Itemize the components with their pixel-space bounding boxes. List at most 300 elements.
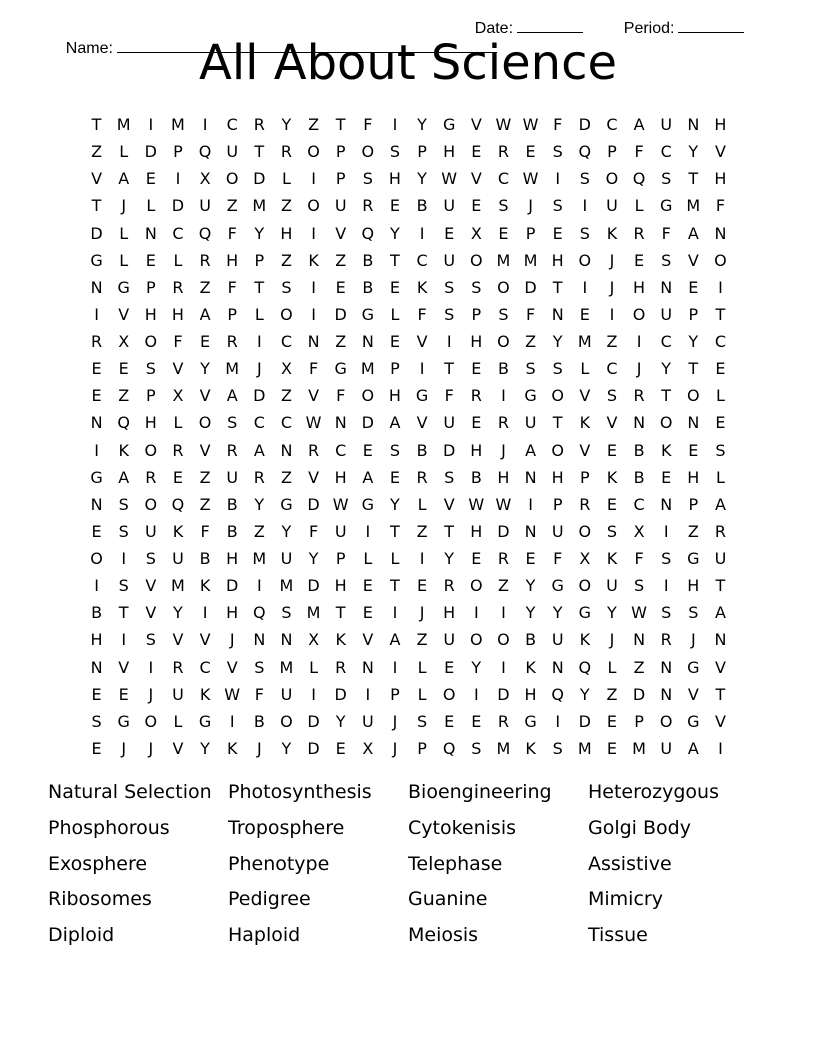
grid-cell[interactable]: E: [362, 603, 373, 623]
grid-cell[interactable]: E: [91, 684, 102, 704]
grid-cell[interactable]: O: [307, 142, 320, 162]
grid-cell[interactable]: H: [470, 521, 483, 541]
grid-cell[interactable]: P: [335, 549, 346, 568]
grid-cell[interactable]: Z: [253, 521, 265, 541]
grid-cell[interactable]: S: [552, 142, 563, 162]
grid-cell[interactable]: B: [362, 250, 374, 270]
grid-cell[interactable]: K: [660, 440, 672, 460]
grid-cell[interactable]: V: [172, 738, 184, 758]
grid-cell[interactable]: E: [444, 711, 455, 731]
grid-cell[interactable]: N: [90, 277, 103, 297]
grid-cell[interactable]: T: [444, 521, 455, 541]
grid-cell[interactable]: I: [311, 304, 316, 324]
grid-cell[interactable]: H: [687, 576, 700, 596]
grid-cell[interactable]: H: [226, 250, 239, 270]
grid-cell[interactable]: S: [118, 576, 129, 596]
grid-cell[interactable]: J: [609, 277, 615, 297]
grid-cell[interactable]: U: [172, 549, 184, 568]
grid-cell[interactable]: E: [634, 250, 645, 270]
grid-cell[interactable]: Y: [254, 223, 265, 243]
grid-cell[interactable]: O: [144, 711, 158, 731]
grid-cell[interactable]: Z: [199, 277, 211, 297]
grid-cell[interactable]: N: [714, 223, 727, 243]
grid-cell[interactable]: D: [226, 576, 239, 596]
grid-cell[interactable]: L: [390, 304, 400, 324]
grid-cell[interactable]: C: [660, 142, 672, 162]
grid-cell[interactable]: E: [91, 738, 102, 758]
grid-cell[interactable]: K: [606, 223, 618, 243]
grid-cell[interactable]: J: [528, 196, 533, 216]
grid-cell[interactable]: P: [688, 304, 699, 324]
grid-cell[interactable]: S: [362, 169, 373, 189]
grid-cell[interactable]: H: [334, 467, 347, 487]
grid-cell[interactable]: Y: [308, 549, 319, 568]
grid-cell[interactable]: E: [525, 549, 536, 568]
grid-cell[interactable]: P: [634, 711, 644, 731]
grid-cell[interactable]: R: [172, 440, 184, 460]
grid-cell[interactable]: S: [498, 196, 509, 216]
grid-cell[interactable]: S: [661, 250, 672, 270]
grid-cell[interactable]: J: [256, 738, 262, 758]
grid-cell[interactable]: O: [442, 684, 456, 704]
grid-cell[interactable]: H: [470, 332, 483, 351]
grid-cell[interactable]: M: [360, 359, 375, 379]
grid-cell[interactable]: D: [524, 277, 537, 297]
grid-cell[interactable]: T: [552, 277, 563, 297]
grid-cell[interactable]: G: [280, 494, 293, 514]
grid-cell[interactable]: Z: [497, 576, 509, 596]
grid-cell[interactable]: U: [660, 304, 673, 324]
grid-cell[interactable]: E: [145, 250, 156, 270]
word-search-grid[interactable]: [83, 111, 734, 762]
grid-cell[interactable]: P: [417, 142, 427, 162]
grid-cell[interactable]: T: [254, 142, 265, 162]
grid-cell[interactable]: R: [91, 332, 103, 351]
grid-cell[interactable]: N: [90, 494, 103, 514]
grid-cell[interactable]: B: [416, 196, 428, 216]
grid-cell[interactable]: W: [522, 169, 539, 189]
grid-cell[interactable]: W: [441, 169, 458, 189]
grid-cell[interactable]: A: [362, 467, 374, 487]
grid-cell[interactable]: U: [172, 684, 184, 704]
grid-cell[interactable]: O: [714, 250, 727, 270]
grid-cell[interactable]: O: [497, 277, 510, 297]
grid-cell[interactable]: K: [308, 250, 319, 270]
grid-cell[interactable]: D: [171, 196, 185, 216]
grid-cell[interactable]: B: [470, 467, 482, 487]
grid-cell[interactable]: G: [198, 711, 212, 731]
grid-cell[interactable]: I: [202, 603, 208, 623]
grid-cell[interactable]: Z: [308, 115, 320, 134]
grid-cell[interactable]: Q: [632, 169, 646, 189]
grid-cell[interactable]: H: [551, 467, 564, 487]
grid-cell[interactable]: S: [227, 413, 238, 433]
grid-cell[interactable]: B: [525, 630, 537, 650]
grid-cell[interactable]: G: [415, 386, 429, 406]
grid-cell[interactable]: H: [687, 467, 700, 487]
grid-cell[interactable]: W: [495, 494, 512, 514]
grid-cell[interactable]: Z: [633, 657, 645, 677]
grid-cell[interactable]: T: [91, 196, 102, 216]
grid-cell[interactable]: C: [633, 494, 645, 514]
grid-cell[interactable]: V: [579, 440, 591, 460]
grid-cell[interactable]: P: [227, 304, 238, 324]
grid-cell[interactable]: L: [119, 250, 129, 270]
grid-cell[interactable]: V: [172, 630, 184, 650]
grid-cell[interactable]: G: [117, 277, 130, 297]
grid-cell[interactable]: Y: [281, 738, 292, 758]
grid-cell[interactable]: T: [118, 603, 129, 623]
grid-cell[interactable]: P: [254, 250, 265, 270]
grid-cell[interactable]: K: [606, 549, 618, 568]
grid-cell[interactable]: V: [199, 630, 211, 650]
grid-cell[interactable]: U: [334, 196, 347, 216]
grid-cell[interactable]: S: [471, 277, 482, 297]
grid-cell[interactable]: Z: [280, 250, 292, 270]
grid-cell[interactable]: I: [121, 549, 127, 568]
grid-cell[interactable]: R: [497, 711, 509, 731]
grid-cell[interactable]: U: [660, 115, 673, 134]
grid-cell[interactable]: G: [687, 711, 700, 731]
grid-cell[interactable]: O: [90, 549, 103, 568]
grid-cell[interactable]: Z: [118, 386, 130, 406]
grid-cell[interactable]: F: [634, 549, 644, 568]
grid-cell[interactable]: R: [172, 657, 184, 677]
grid-cell[interactable]: Z: [525, 332, 537, 351]
grid-cell[interactable]: F: [227, 223, 237, 243]
grid-cell[interactable]: D: [497, 521, 510, 541]
grid-cell[interactable]: Q: [171, 494, 185, 514]
grid-cell[interactable]: J: [256, 359, 262, 379]
grid-cell[interactable]: Q: [198, 223, 212, 243]
grid-cell[interactable]: L: [119, 223, 129, 243]
grid-cell[interactable]: E: [91, 521, 102, 541]
grid-cell[interactable]: V: [579, 386, 591, 406]
grid-cell[interactable]: O: [144, 440, 158, 460]
grid-cell[interactable]: I: [446, 332, 452, 351]
grid-cell[interactable]: C: [660, 332, 672, 351]
grid-cell[interactable]: O: [659, 711, 673, 731]
grid-cell[interactable]: I: [365, 521, 371, 541]
grid-cell[interactable]: Y: [525, 576, 536, 596]
grid-cell[interactable]: O: [659, 413, 673, 433]
grid-cell[interactable]: N: [551, 304, 564, 324]
grid-cell[interactable]: S: [281, 277, 292, 297]
grid-cell[interactable]: F: [173, 332, 183, 351]
grid-cell[interactable]: S: [579, 169, 590, 189]
grid-cell[interactable]: M: [171, 576, 185, 596]
grid-cell[interactable]: E: [335, 738, 346, 758]
grid-cell[interactable]: R: [253, 115, 265, 134]
grid-cell[interactable]: Z: [606, 332, 618, 351]
grid-cell[interactable]: K: [199, 684, 211, 704]
grid-cell[interactable]: M: [496, 250, 511, 270]
grid-cell[interactable]: J: [501, 440, 506, 460]
grid-cell[interactable]: N: [633, 630, 646, 650]
grid-cell[interactable]: D: [90, 223, 103, 243]
grid-cell[interactable]: J: [690, 630, 696, 650]
grid-cell[interactable]: Z: [280, 386, 292, 406]
grid-cell[interactable]: V: [172, 359, 184, 379]
grid-cell[interactable]: M: [577, 332, 592, 351]
grid-cell[interactable]: R: [497, 549, 509, 568]
grid-cell[interactable]: F: [715, 196, 726, 216]
grid-cell[interactable]: R: [416, 467, 428, 487]
grid-cell[interactable]: L: [417, 494, 427, 514]
grid-cell[interactable]: E: [200, 332, 211, 351]
grid-cell[interactable]: V: [714, 657, 726, 677]
grid-cell[interactable]: G: [524, 386, 537, 406]
grid-cell[interactable]: O: [470, 576, 483, 596]
grid-cell[interactable]: D: [578, 711, 591, 731]
grid-cell[interactable]: L: [580, 359, 590, 379]
grid-cell[interactable]: A: [389, 413, 401, 433]
grid-cell[interactable]: W: [224, 684, 241, 704]
grid-cell[interactable]: I: [718, 738, 723, 758]
grid-cell[interactable]: J: [148, 738, 154, 758]
grid-cell[interactable]: O: [497, 332, 510, 351]
grid-cell[interactable]: E: [606, 494, 617, 514]
grid-cell[interactable]: I: [501, 603, 506, 623]
grid-cell[interactable]: B: [416, 440, 428, 460]
grid-cell[interactable]: N: [361, 332, 374, 351]
grid-cell[interactable]: H: [714, 169, 727, 189]
grid-cell[interactable]: B: [226, 494, 238, 514]
grid-cell[interactable]: U: [144, 521, 157, 541]
grid-cell[interactable]: M: [279, 576, 294, 596]
grid-cell[interactable]: E: [471, 711, 482, 731]
grid-cell[interactable]: H: [388, 169, 401, 189]
grid-cell[interactable]: E: [444, 657, 455, 677]
grid-cell[interactable]: A: [525, 440, 537, 460]
grid-cell[interactable]: V: [308, 386, 320, 406]
grid-cell[interactable]: U: [226, 467, 239, 487]
grid-cell[interactable]: N: [687, 115, 700, 134]
grid-cell[interactable]: F: [308, 521, 319, 541]
grid-cell[interactable]: P: [335, 142, 346, 162]
grid-cell[interactable]: O: [578, 576, 592, 596]
grid-cell[interactable]: E: [606, 711, 617, 731]
grid-cell[interactable]: T: [552, 413, 563, 433]
grid-cell[interactable]: K: [579, 630, 591, 650]
grid-cell[interactable]: C: [416, 250, 428, 270]
grid-cell[interactable]: S: [118, 494, 129, 514]
grid-cell[interactable]: Z: [335, 250, 347, 270]
grid-cell[interactable]: O: [144, 332, 158, 351]
grid-cell[interactable]: Y: [335, 711, 346, 731]
grid-cell[interactable]: D: [307, 711, 320, 731]
grid-cell[interactable]: X: [579, 549, 591, 568]
grid-cell[interactable]: Y: [471, 657, 482, 677]
grid-cell[interactable]: P: [145, 386, 156, 406]
grid-cell[interactable]: E: [688, 277, 699, 297]
grid-cell[interactable]: Q: [198, 142, 212, 162]
grid-cell[interactable]: X: [470, 223, 482, 243]
grid-cell[interactable]: P: [688, 494, 699, 514]
grid-cell[interactable]: E: [172, 467, 183, 487]
grid-cell[interactable]: R: [633, 386, 645, 406]
grid-cell[interactable]: V: [226, 657, 238, 677]
grid-cell[interactable]: O: [225, 169, 239, 189]
grid-cell[interactable]: O: [632, 304, 646, 324]
grid-cell[interactable]: N: [660, 684, 673, 704]
grid-cell[interactable]: V: [714, 711, 726, 731]
grid-cell[interactable]: W: [468, 494, 485, 514]
grid-cell[interactable]: W: [495, 115, 512, 134]
grid-cell[interactable]: A: [118, 467, 130, 487]
grid-cell[interactable]: D: [307, 738, 320, 758]
grid-cell[interactable]: W: [305, 413, 322, 433]
grid-cell[interactable]: I: [311, 169, 316, 189]
grid-cell[interactable]: I: [555, 169, 561, 189]
grid-cell[interactable]: R: [660, 630, 672, 650]
grid-cell[interactable]: J: [229, 630, 235, 650]
grid-cell[interactable]: J: [636, 359, 642, 379]
grid-cell[interactable]: S: [389, 142, 401, 162]
grid-cell[interactable]: I: [636, 332, 642, 351]
grid-cell[interactable]: H: [551, 250, 564, 270]
grid-cell[interactable]: L: [254, 304, 264, 324]
grid-cell[interactable]: V: [118, 657, 130, 677]
grid-cell[interactable]: I: [148, 115, 154, 134]
grid-cell[interactable]: C: [172, 223, 184, 243]
grid-cell[interactable]: E: [91, 386, 102, 406]
grid-cell[interactable]: F: [444, 386, 454, 406]
grid-cell[interactable]: L: [173, 711, 183, 731]
grid-cell[interactable]: S: [444, 277, 455, 297]
grid-cell[interactable]: V: [443, 494, 455, 514]
grid-cell[interactable]: V: [118, 304, 130, 324]
grid-cell[interactable]: F: [525, 304, 536, 324]
grid-cell[interactable]: Y: [444, 549, 455, 568]
grid-cell[interactable]: K: [172, 521, 184, 541]
grid-cell[interactable]: E: [661, 467, 672, 487]
grid-cell[interactable]: V: [416, 332, 428, 351]
grid-cell[interactable]: O: [361, 386, 375, 406]
grid-cell[interactable]: R: [497, 142, 509, 162]
grid-cell[interactable]: S: [498, 304, 509, 324]
grid-cell[interactable]: V: [308, 467, 320, 487]
grid-cell[interactable]: Y: [688, 142, 699, 162]
grid-cell[interactable]: J: [121, 738, 127, 758]
grid-cell[interactable]: W: [522, 115, 539, 134]
grid-cell[interactable]: G: [90, 250, 103, 270]
grid-cell[interactable]: T: [390, 250, 400, 270]
grid-cell[interactable]: W: [631, 603, 647, 623]
grid-cell[interactable]: O: [497, 630, 510, 650]
grid-cell[interactable]: K: [226, 738, 238, 758]
grid-cell[interactable]: S: [444, 467, 455, 487]
grid-cell[interactable]: J: [419, 603, 425, 623]
grid-cell[interactable]: E: [444, 223, 455, 243]
grid-cell[interactable]: I: [392, 603, 398, 623]
grid-cell[interactable]: S: [661, 169, 672, 189]
grid-cell[interactable]: U: [226, 142, 239, 162]
grid-cell[interactable]: E: [579, 304, 590, 324]
grid-cell[interactable]: M: [252, 549, 267, 568]
grid-cell[interactable]: P: [335, 169, 346, 189]
grid-cell[interactable]: N: [714, 630, 727, 650]
grid-cell[interactable]: C: [497, 169, 510, 189]
grid-cell[interactable]: C: [335, 440, 347, 460]
grid-cell[interactable]: Q: [117, 413, 130, 433]
grid-cell[interactable]: M: [252, 196, 267, 216]
grid-cell[interactable]: D: [144, 142, 157, 162]
grid-cell[interactable]: U: [606, 196, 618, 216]
grid-cell[interactable]: S: [416, 711, 428, 731]
grid-cell[interactable]: R: [335, 657, 347, 677]
grid-cell[interactable]: A: [714, 603, 726, 623]
grid-cell[interactable]: E: [498, 223, 509, 243]
grid-cell[interactable]: E: [715, 359, 726, 379]
grid-cell[interactable]: N: [280, 630, 293, 650]
grid-cell[interactable]: D: [334, 304, 347, 324]
grid-cell[interactable]: E: [688, 440, 699, 460]
grid-cell[interactable]: N: [633, 413, 646, 433]
grid-cell[interactable]: A: [687, 738, 699, 758]
grid-cell[interactable]: X: [633, 521, 645, 541]
grid-cell[interactable]: I: [473, 684, 479, 704]
grid-cell[interactable]: N: [660, 494, 673, 514]
grid-cell[interactable]: I: [94, 576, 99, 596]
grid-cell[interactable]: L: [363, 549, 373, 568]
grid-cell[interactable]: H: [497, 467, 510, 487]
grid-cell[interactable]: P: [607, 142, 617, 162]
grid-cell[interactable]: L: [390, 549, 400, 568]
grid-cell[interactable]: L: [715, 467, 725, 487]
grid-cell[interactable]: O: [280, 304, 293, 324]
grid-cell[interactable]: E: [417, 576, 428, 596]
grid-cell[interactable]: T: [688, 169, 699, 189]
grid-cell[interactable]: B: [362, 277, 374, 297]
grid-cell[interactable]: H: [633, 277, 646, 297]
grid-cell[interactable]: I: [121, 630, 127, 650]
grid-cell[interactable]: L: [173, 413, 183, 433]
grid-cell[interactable]: X: [199, 169, 211, 189]
grid-cell[interactable]: Q: [551, 684, 564, 704]
grid-cell[interactable]: N: [524, 467, 537, 487]
grid-cell[interactable]: S: [471, 738, 482, 758]
grid-cell[interactable]: U: [551, 521, 564, 541]
grid-cell[interactable]: G: [687, 657, 700, 677]
grid-cell[interactable]: Y: [281, 115, 292, 134]
grid-cell[interactable]: L: [146, 196, 156, 216]
grid-cell[interactable]: L: [309, 657, 319, 677]
grid-cell[interactable]: E: [91, 359, 102, 379]
grid-cell[interactable]: T: [444, 359, 455, 379]
grid-cell[interactable]: I: [365, 684, 371, 704]
grid-cell[interactable]: N: [687, 413, 700, 433]
grid-cell[interactable]: E: [606, 440, 617, 460]
grid-cell[interactable]: S: [281, 603, 292, 623]
grid-cell[interactable]: C: [280, 413, 293, 433]
grid-cell[interactable]: S: [145, 630, 156, 650]
grid-cell[interactable]: I: [392, 657, 398, 677]
grid-cell[interactable]: R: [226, 440, 238, 460]
grid-cell[interactable]: D: [253, 169, 266, 189]
grid-cell[interactable]: G: [659, 196, 673, 216]
grid-cell[interactable]: V: [335, 223, 347, 243]
grid-cell[interactable]: C: [606, 115, 618, 134]
grid-cell[interactable]: G: [334, 359, 347, 379]
grid-cell[interactable]: Y: [552, 332, 563, 351]
grid-cell[interactable]: K: [579, 413, 591, 433]
grid-cell[interactable]: C: [714, 332, 727, 351]
grid-cell[interactable]: O: [470, 630, 483, 650]
grid-cell[interactable]: U: [443, 196, 456, 216]
grid-cell[interactable]: I: [555, 711, 561, 731]
grid-cell[interactable]: R: [226, 332, 238, 351]
